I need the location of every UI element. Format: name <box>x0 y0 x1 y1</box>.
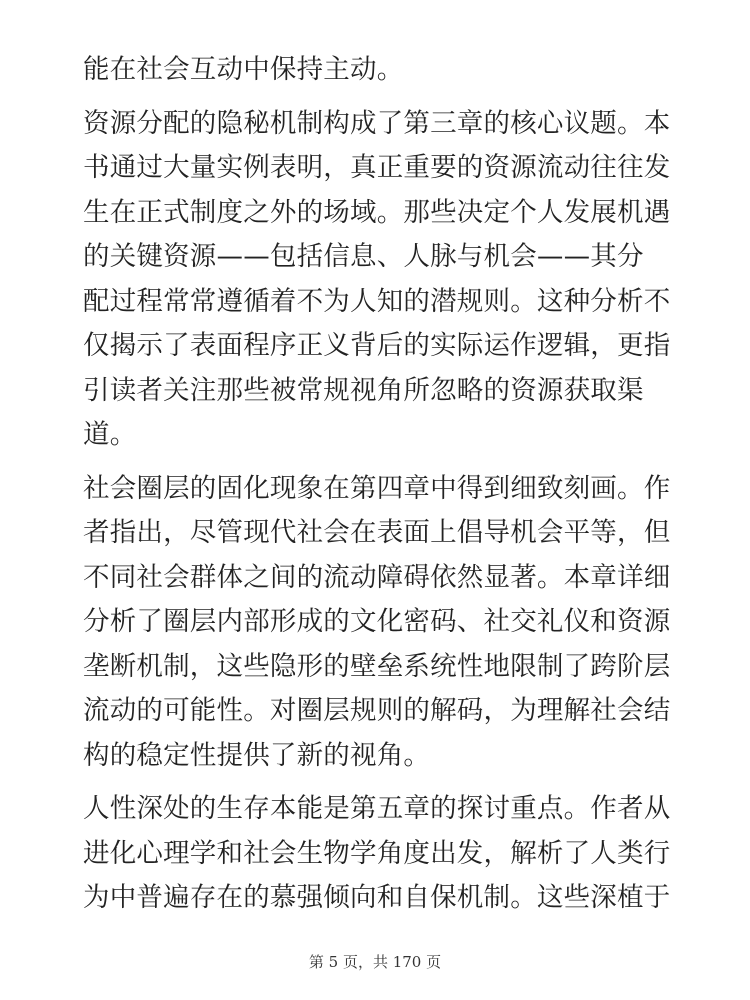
text-line: 道。 <box>83 419 137 450</box>
paragraph-4 <box>83 787 705 921</box>
text-line: 分析了圈层内部形成的文化密码、社交礼仪和资源 <box>83 606 671 637</box>
text-line: 流动的可能性。对圈层规则的解码，为理解社会结 <box>83 695 671 726</box>
text-line: 能在社会互动中保持主动。 <box>83 54 404 85</box>
paragraph-3 <box>83 467 705 779</box>
text-line: 人性深处的生存本能是第五章的探讨重点。作者从 <box>83 793 671 824</box>
text-line: 资源分配的隐秘机制构成了第三章的核心议题。本 <box>83 107 671 139</box>
paragraph-1 <box>83 48 705 93</box>
text-line: 生在正式制度之外的场域。那些决定个人发展机遇 <box>83 196 671 228</box>
text-line: 的关键资源——包括信息、人脉与机会——其分 <box>83 241 644 272</box>
text-line: 书通过大量实例表明，真正重要的资源流动往往发 <box>83 152 671 183</box>
text-line: 垄断机制，这些隐形的壁垒系统性地限制了跨阶层 <box>83 650 671 682</box>
text-line: 者指出，尽管现代社会在表面上倡导机会平等，但 <box>83 517 671 548</box>
body-text <box>83 48 705 921</box>
text-line: 配过程常常遵循着不为人知的潜规则。这种分析不 <box>83 285 671 317</box>
text-line: 引读者关注那些被常规视角所忽略的资源获取渠 <box>83 374 644 406</box>
text-line: 进化心理学和社会生物学角度出发，解析了人类行 <box>83 837 671 869</box>
text-line: 仅揭示了表面程序正义背后的实际运作逻辑，更指 <box>83 330 671 361</box>
text-line: 构的稳定性提供了新的视角。 <box>83 739 431 771</box>
text-line: 不同社会群体之间的流动障碍依然显著。本章详细 <box>83 561 671 593</box>
text-line: 为中普遍存在的慕强倾向和自保机制。这些深植于 <box>83 882 671 913</box>
page-number-footer: 第 5 页，共 170 页 <box>308 953 442 971</box>
text-line: 社会圈层的固化现象在第四章中得到细致刻画。作 <box>83 472 671 504</box>
paragraph-2 <box>83 102 705 458</box>
